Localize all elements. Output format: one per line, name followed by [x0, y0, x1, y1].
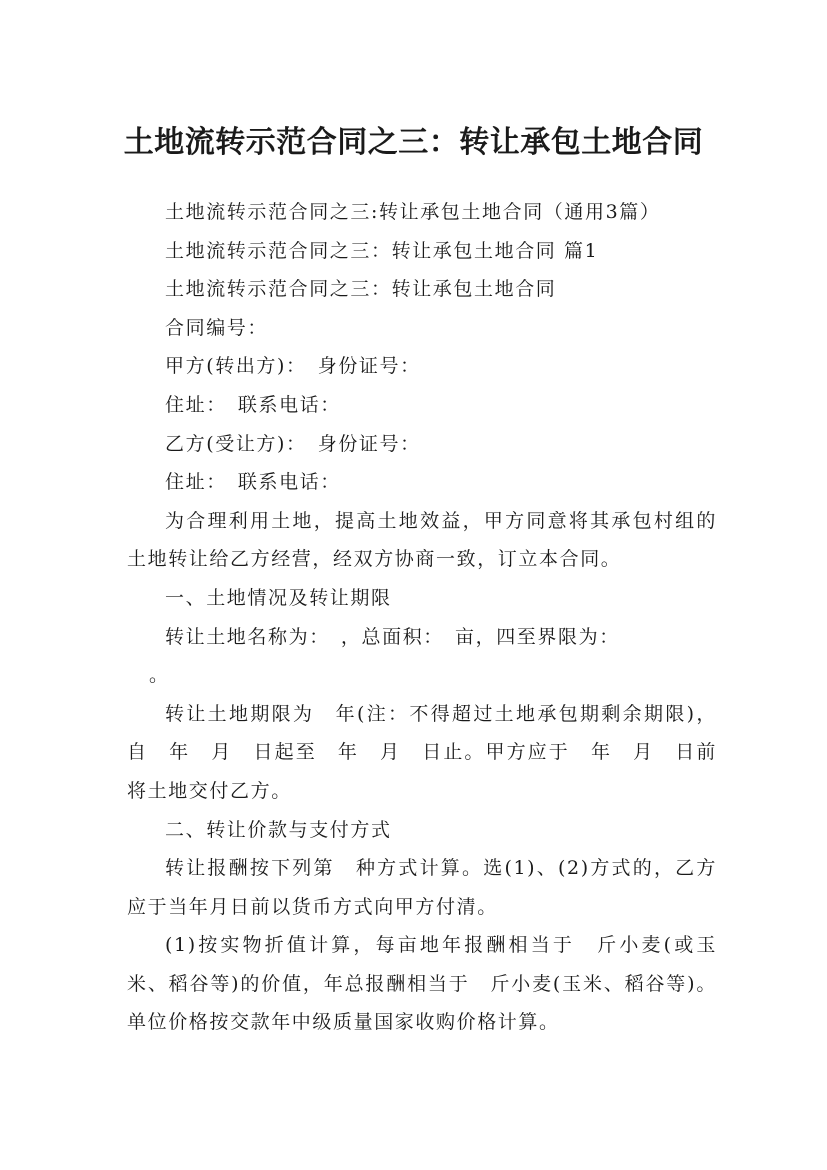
paragraph-party-b: 乙方(受让方)： 身份证号：	[165, 432, 421, 455]
section-heading-price-payment: 二、转让价款与支付方式	[165, 818, 392, 841]
paragraph-land-boundary-end: 。	[149, 664, 170, 687]
paragraph-payment-method: 转让报酬按下列第 种方式计算。选(1)、(2)方式的，乙方应于当年月日前以货币方式向甲方付清。	[127, 857, 717, 918]
paragraph-heading-part1: 土地流转示范合同之三：转让承包土地合同 篇1	[165, 239, 599, 262]
document-body	[127, 193, 717, 1042]
paragraph-contract-name: 土地流转示范合同之三：转让承包土地合同	[165, 278, 557, 301]
section-heading-land-term: 一、土地情况及转让期限	[165, 586, 392, 609]
paragraph-payment-option-1: (1)按实物折值计算，每亩地年报酬相当于 斤小麦(或玉米、稻谷等)的价值，年总报酬相当于 斤小麦(玉米、稻谷等)。单位价格按交款年中级质量国家收购价格计算。	[127, 934, 717, 1034]
paragraph-contract-number: 合同编号：	[165, 316, 269, 339]
paragraph-land-name: 转让土地名称为： ，总面积： 亩，四至界限为：	[165, 625, 620, 648]
document-title: 土地流转示范合同之三：转让承包土地合同	[123, 125, 704, 161]
paragraph-party-a-address: 住址： 联系电话：	[165, 393, 341, 416]
paragraph-preamble: 为合理利用土地，提高土地效益，甲方同意将其承包村组的土地转让给乙方经营，经双方协商一致，订立本合同。	[127, 509, 717, 571]
paragraph-transfer-period: 转让土地期限为 年(注：不得超过土地承包期剩余期限)，自 年 月 日起至 年 月 日止。甲方应于 年 月 日前将土地交付乙方。	[127, 702, 717, 802]
paragraph-party-a: 甲方(转出方)： 身份证号：	[165, 355, 421, 378]
paragraph-party-b-address: 住址： 联系电话：	[165, 471, 341, 494]
paragraph-heading-general: 土地流转示范合同之三:转让承包土地合同（通用3篇）	[165, 201, 661, 223]
